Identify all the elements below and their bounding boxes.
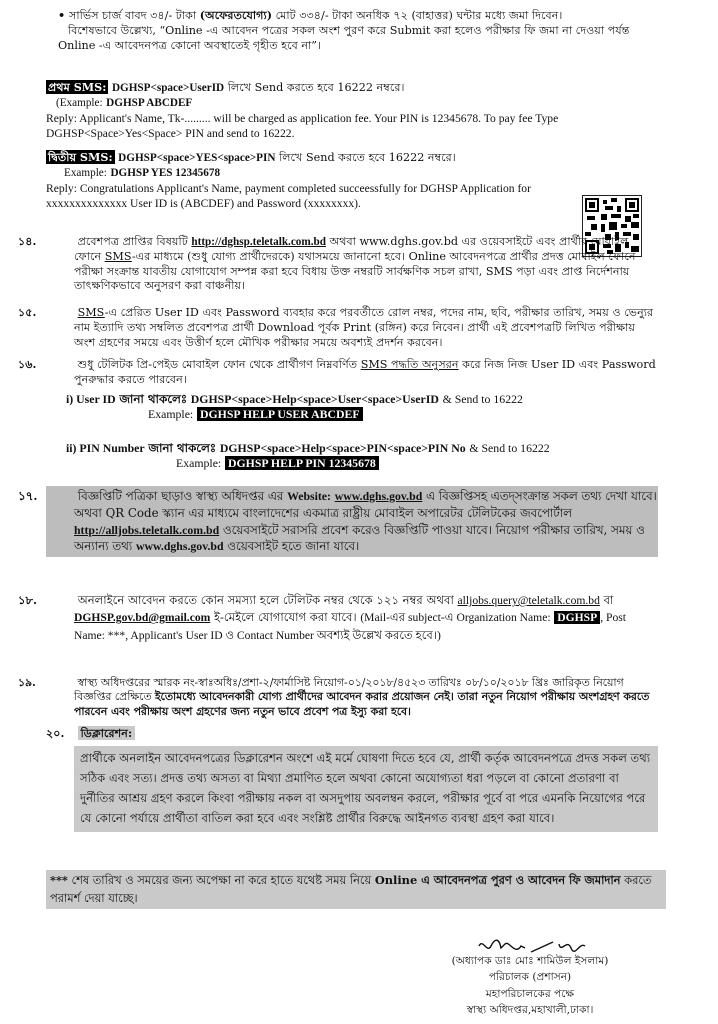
item-16-sms: SMS পদ্ধতি অনুসরন [360,358,459,371]
item-16 [18,357,658,472]
sms1-reply: Reply: Applicant's Name, Tk-......... will be charged as application fee. Your PIN is 12345678. To pay fee Type DGHSP<Space>Yes<Space> PIN and send to 16222. [46,111,559,140]
item-17-text2: এ বিজ্ঞপ্তিসহ এতদ্সংক্রান্ত সকল তথ্য দেখা যাবে। অথবা QR Code স্ক্যান এর মাধ্যমে বাংলাদেশের একমাত্র রাষ্ট্রীয় মোবাইল অপারেটর টেলিটকের জবপোর্টাল [74,489,657,520]
sms2-block [46,150,566,211]
item-16-ii-head: ii) PIN Number [66,440,145,455]
item-16-ii-head2: জানা থাকলেঃ [148,440,217,455]
item-18-email1[interactable]: alljobs.query@teletalk.com.bd [457,594,600,607]
signatory-title: পরিচালক (প্রশাসন) [488,971,572,984]
item-14-text3: -এর মাধ্যমে (শুধু যোগ্য প্রার্থীদেরকে) যথাসময়ে জানানো হবে। Online আবেদনপত্রে প্রার্থীর প্রদত্ত মোবাইল ফোনে পরীক্ষা সংক্রান্ত যাবতীয় যোগাযোগ সম্পন্ন করা হবে বিধায় উক্ত নম্বরটি সার্বক্ষণিক সচল রাখা, SMS পড়া এবং প্রাপ্ত নির্দেশনায় তাৎক্ষণিকভাবে অনুসরণ করা বাঞ্চনীয়। [74,249,636,293]
item-16-ii-send: & Send to 16222 [469,440,550,455]
sms1-example-value: DGHSP ABCDEF [106,96,193,109]
item-18-text3: ই-মেইলে যোগাযোগ করা যাবে। [213,610,357,625]
item-18-text2: বা [603,593,614,607]
item-16-ii-example-value: DGHSP HELP PIN 12345678 [225,456,379,470]
sms2-example-label: Example: [64,166,107,179]
item-16-i-head: i) User ID [66,391,116,406]
item-18-text1: অনলাইনে আবেদন করতে কোন সমস্যা হলে টেলিটক নম্বর থেকে ১২১ নম্বর অথবা [77,593,454,607]
fee-paragraph [58,8,658,53]
item-16-number: ১৬. [18,357,37,371]
item-17-site-label: Website: [287,489,331,503]
item-18-text4: (Mail-এর subject-এ Organization Name: [360,611,551,625]
item-16-ii-command: DGHSP<space>Help<space>PIN<space>PIN No [219,440,466,455]
fee-note: বিশেষভাবে উল্লেখ্য, “Online -এ আবেদন পত্রের সকল অংশ পুরণ করে Submit করা হলেও পরীক্ষার ফি জমা না দেওয়া পর্যন্ত Online -এ আবেদনপত্র কোনো অবস্থাতেই গৃহীত হবে না”। [58,23,630,52]
sms2-rest: লিখে Send করতে হবে 16222 নম্বরে। [279,151,456,164]
bullet-dot: • [58,8,70,22]
item-17 [18,486,658,557]
item-20-body: প্রার্থীকে অনলাইন আবেদনপত্রের ডিক্লারেশন অংশে এই মর্মে ঘোষণা দিতে হবে যে, প্রার্থী কর্তৃক আবেদনপত্রে প্রদত্ত সকল তথ্য সঠিক এবং সত্য। প্রদত্ত তথ্য অসত্য বা মিথ্যা প্রমাণিত হলে অথবা কোনো অযোগ্যতা ধরা পড়লে বা কোনো প্রতারণা বা দুর্নীতির আশ্রয় গ্রহণ করলে কিংবা পরীক্ষায় নকল বা অসদুপায় অবলম্বন করলে, পরীক্ষার পূর্বে বা পরে এমনকি নিয়োগের পরে যে কোনো পর্যায়ে প্রার্থীতা বাতিল করা হবে এবং সংশ্লিষ্ট প্রার্থীর বিরুদ্ধে আইনগত ব্যবস্থা গ্রহণ করা যাবে। [74,746,658,832]
item-17-text1: বিজ্ঞপ্তিটি পত্রিকা ছাড়াও স্বাস্থ্য অধিদপ্তর এর [77,489,284,503]
closing-text2: করতে পরামর্শ দেয়া যাচ্ছে। [50,873,652,905]
item-19-number: ১৯. [18,676,36,689]
item-16-i-example-label: Example: [148,407,194,422]
item-18-org: DGHSP [554,611,600,624]
item-16-i-command: DGHSP<space>Help<space>User<space>UserID [190,391,439,406]
signatory-org2: স্বাস্থ্য অধিদপ্তর,মহাখালী,ঢাকা। [466,1004,594,1017]
item-19-text1: স্বাস্থ্য অধিদপ্তরের স্মারক নং-স্বাঃঅধিঃ/প্রশা-২/ফার্মাসিষ্ট নিয়োগ-০১/২০১৮/৪৫২৩ তারিখঃ ০৮/১০/২০১৮ খ্রিঃ জারিকৃত নিয়োগ বিজ্ঞপ্তির প্রেক্ষিতে [74,676,624,704]
item-14-text1: প্রবেশপত্র প্রাপ্তির বিষয়টি [77,235,188,248]
sms1-command: DGHSP<space>UserID [111,82,225,94]
item-18-text5: , Post Name: ***, Applicant's User ID ও Contact Number অবশ্যই উল্লেখ করতে হবে।) [74,611,626,642]
item-15-sms: SMS [77,306,105,319]
signatory-name: (অধ্যাপক ডাঃ মোঃ শামিউল ইসলাম) [451,955,609,967]
sms1-label: প্রথম SMS: [48,80,107,94]
item-17-number: ১৭. [18,489,38,503]
closing-text1: শেষ তারিখ ও সময়ের জন্য অপেক্ষা না করে হাতে যথেষ্ট সময় নিয়ে [71,873,372,887]
item-17-site2[interactable]: www.dghs.gov.bd [135,539,224,554]
item-16-text2: করে নিজ নিজ User ID এবং Password পুনরুদ্ধার করতে পারবেন। [74,358,656,386]
signatory-org1: মহাপরিচালকের পক্ষে [485,987,575,1000]
closing-bold: Online এ আবেদনপত্র পুরণ ও আবেদন ফি জমাদান [374,873,621,887]
signature-block [380,935,680,1019]
item-20 [46,726,658,832]
sms2-label: দ্বিতীয় SMS: [48,150,113,164]
item-18-email2[interactable]: DGHSP.gov.bd@gmail.com [74,611,211,625]
item-14-number: ১৪. [18,234,37,248]
item-20-heading: ডিক্লারেশন: [78,726,136,740]
item-16-ii-example-label: Example: [176,456,222,471]
sms1-example-label: (Example: [56,96,103,109]
item-15 [18,305,658,350]
item-19 [18,676,658,719]
item-17-text3: ওয়েবসাইটে সরাসরি প্রবেশ করেও বিজ্ঞপ্তিটি পাওয়া যাবে। নিয়োগ পরীক্ষার তারিখ, সময় ও অন্যান্য তথ্য [74,522,645,554]
closing-note [46,870,666,909]
item-17-site[interactable]: www.dghs.gov.bd [334,489,423,503]
fee-prefix: সার্ভিস চার্জ বাবদ ৩৪/- টাকা [69,9,197,22]
item-15-number: ১৫. [18,305,37,319]
item-18-number: ১৮. [18,593,38,607]
sms1-block [46,80,646,141]
sms1-rest: লিখে Send করতে হবে 16222 নম্বরে। [227,81,405,94]
item-14-text2: অথবা www.dghs.gov.bd এর ওয়েবসাইটে এবং প্রার্থীর মোবাইল ফোনে [74,235,629,263]
fee-suffix: মোট ৩৩৪/- টাকা অনধিক ৭২ (বাহাত্তর) ঘন্টার মধ্যে জমা দিবেন। [275,9,563,22]
sms2-example-value: DGHSP YES 12345678 [110,166,221,179]
item-14 [18,234,658,294]
item-14-sms: SMS [104,249,132,263]
item-20-number: ২০. [46,726,65,740]
item-16-i-example-value: DGHSP HELP USER ABCDEF [197,407,363,421]
item-17-link[interactable]: http://alljobs.teletalk.com.bd [74,522,220,537]
item-16-text1: শুধু টেলিটক প্রি-পেইড মোবাইল ফোন থেকে প্রার্থীগণ নিম্নবর্ণিত [77,358,358,371]
sms2-command: DGHSP<space>YES<space>PIN [118,152,276,164]
closing-stars: *** [50,873,68,887]
item-15-text1: -এ প্রেরিত User ID এবং Password ব্যবহার করে পরবর্তীতে রোল নম্বর, পদের নাম, ছবি, পরীক্ষার তারিখ, সময় ও ভেন্যুর নাম ইত্যাদি তথ্য সম্বলিত প্রবেশপত্র প্রার্থী Download পূর্বক Print (রঙ্গিন) করে নিবেন। প্রার্থী এই প্রবেশপত্রটি লিখিত পরীক্ষায় অংশ গ্রহণের সময়ে এবং উত্তীর্ণ হলে মৌখিক পরীক্ষার সময়ে অবশ্যই প্রদর্শন করবেন। [74,306,654,349]
item-16-i-head2: জানা থাকলেঃ [119,391,188,406]
sms2-reply: Reply: Congratulations Applicant's Name, payment completed succeessfully for DGHSP Application for xxxxxxxxxxxxxx User ID is (ABCDEF) and Password (xxxxxxxx). [46,181,531,210]
item-17-text4: ওয়েবসাইট হতে জানা যাবে। [227,539,360,554]
item-14-link[interactable]: http://dghsp.teletalk.com.bd [191,236,326,248]
item-19-text2: ইতোমধ্যে আবেদনকারী যোগ্য প্রার্থীদের আবেদন করার প্রয়োজন নেই। তারা নতুন নিয়োগ পরীক্ষায় অংশগ্রহণ করতে পারবেন এবং পরীক্ষায় অংশ গ্রহণের জন্য নতুন ভাবে প্রবেশ পত্র ইস্যু করা হবে। [74,690,650,718]
fee-bold: (অফেরতযোগ্য) [199,8,273,22]
item-18 [18,592,658,644]
item-16-i-send: & Send to 16222 [442,391,523,406]
